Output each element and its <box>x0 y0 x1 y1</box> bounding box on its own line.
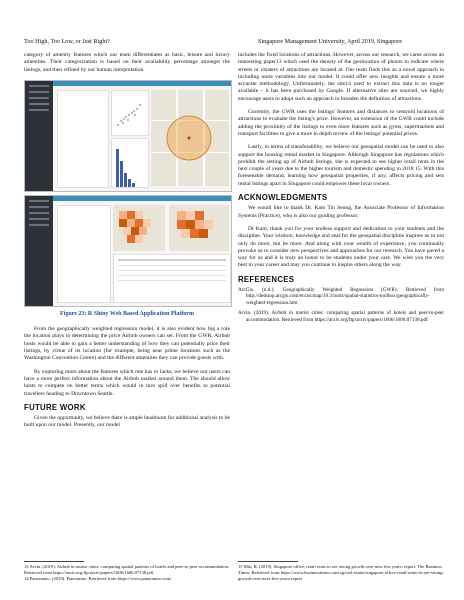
paragraph: category of amenity features which our team differentiates as basic, leisure and luxury amenities. Their categorization is based on their availability percentage amongst the listings, and then refined by our human interpretation. <box>24 52 230 73</box>
footnote: 15 Min, R. (2019). Singapore office, retail rents to see strong growth over next few years: report. The Business Times. Retrieved from https://www.businesstimes.com.sg/real-estate/singapore-office-retail-rents-to-see-strong-growth-over-next-few-years-report <box>238 564 444 581</box>
right-column <box>238 52 444 327</box>
section-heading-acknowledgments: ACKNOWLEDGMENTS <box>238 193 328 203</box>
app-sidebar <box>25 196 53 306</box>
choropleth-map-2 <box>169 205 229 251</box>
footnote: 14 Panoramio. (2019). Panoramio. Retrieved from https://www.panoramio.com/ <box>24 575 172 581</box>
figure-caption: Figure 23: R Shiny Web Based Application Platform <box>60 310 194 317</box>
histogram-bar <box>120 161 123 187</box>
footnote-rule <box>238 561 298 562</box>
data-table-panel <box>113 254 231 303</box>
running-header-right: Singapore Management University, April 2019, Singapore <box>258 38 403 45</box>
section-heading-references: REFERENCES <box>238 274 295 284</box>
footnote: 13 Arvin. (2019). Airbnb in tourist cities: comparing spatial patterns of hotels and peer-to-peer accommodation. Retrieved from https://arxiv.org/ftp/arxiv/papers/1606/1606.07138.pdf <box>24 564 230 575</box>
app-screenshot-top <box>24 80 232 192</box>
histogram-panel <box>111 138 149 188</box>
paragraph: Dr Kam, thank you for your endless support and dedication to your students and the discipline. Your wisdom, knowledge and zeal for the geospatial discipline inspires us to not only do more, but be more. And along with your wealth of experience, you continually provoke us to consider new perspectives and approaches for our research. You have paved a way for us and it is truly an honor to be students under your care. We wish you the very best in your career and may you continue to inspire others along the way. <box>238 225 444 269</box>
app-sidebar <box>25 81 53 191</box>
footnotes-left <box>24 564 230 581</box>
paragraph: Currently, the GWR uses the listings' features and distances to centroid locations of attractions to evaluate the listing's price. However, an extension of the GWR could include adding the proximity of the listings to even more features such as gyms, supermarkets and transport facilities to give a more in depth review of the listings' potential prices. <box>238 109 444 137</box>
paragraph: Given the opportunity, we believe there is ample headroom for additional analysis to be built upon our model. Presently, our model <box>24 415 230 429</box>
buffer-circle <box>151 90 229 186</box>
reference-entry: ArcGis. (n.d.). Geographically Weighted Regression (GWR). Retrieved from http://desktop.arcgis.com/en/arcmap/10.3/tools/spatial-statistics-toolbox/geographically-weighted-regression.htm <box>238 287 444 306</box>
paragraph: We would like to thank Dr. Kam Tin Seong, the Associate Professor of Information Systems (Practice), who is also our guiding professor. <box>238 205 444 219</box>
histogram-bar <box>124 173 127 187</box>
choropleth-map-1 <box>113 205 165 251</box>
histogram-bar <box>132 183 135 187</box>
histogram-bar <box>116 149 119 187</box>
map-panel <box>151 90 229 186</box>
app-screenshot-bottom <box>24 195 232 307</box>
filter-panel <box>57 205 111 303</box>
app-topbar <box>53 196 231 201</box>
controls-panel <box>57 90 109 188</box>
running-header-left: Too High, Too Low, or Just Right? <box>24 38 110 45</box>
app-topbar <box>53 81 231 86</box>
footnote-rule <box>24 561 84 562</box>
paragraph: From the geographically weighted regression model, it is also evident how big a role the location plays in determining the price Airbnb owners can set. From the GWR, Airbnb hosts would be able to gain a better understanding of how they can potentially price their listings, by virtue of its location (for example, being near prime locations such as the Washington Convention Centre) and the different amenities they can provide guests with. <box>24 326 230 362</box>
left-column <box>24 52 230 436</box>
scatter-plot-panel <box>111 90 149 136</box>
choropleth-cells <box>113 205 165 251</box>
paragraph: Lastly, in terms of transferability, we believe our geospatial model can be used to also support the housing rental market in Singapore. Although Singapore has regulations which prohibit the setting up of Airbnb listings, she is expected to see higher retail rents in the next couple of years due to the higher tourism and domestic spending in 2018 15. With this foreseeable demand, learning how geospatial properties, if any, affects pricing and sets rental listings apart in Singapore could empower these local owners. <box>238 144 444 187</box>
reference-list <box>238 287 444 323</box>
footnotes-right <box>238 564 444 581</box>
section-heading-future-work: FUTURE WORK <box>24 402 86 412</box>
paragraph: includes the fixed locations of attractions. However, across our research, we came across an interesting paper13 which used the density of the geolocation of photos to indicate where streets or clusters of attractions are located at. Our team finds this as a novel approach in including more variables into our model. It could offer new insights and ensure a more accurate methodology. Unfortunately, the site14 used to extract this data is no longer available – it has been purchased by Google. If alternative sites are sourced, we highly encourage users to adopt such an approach to broaden the definition of attractions. <box>238 52 444 102</box>
choropleth-cells <box>169 205 229 251</box>
paragraph: By exploring more about the features which one has or lacks, we believe our users can have a more perfect information about the Airbnb market around them. The should allow hosts to compete on better terms which would in turn spill over benefits to potential travellers heading to Downtown Seattle. <box>24 368 230 397</box>
histogram-bar <box>128 179 131 187</box>
scatter-plot <box>112 91 148 135</box>
reference-entry: Arvin. (2019). Airbnb in tourist cities: comparing spatial patterns of hotels and peer-to-peer accommodation. Retrieved from https://arxiv.org/ftp/arxiv/papers/1606/1606.07138.pdf <box>238 310 444 323</box>
